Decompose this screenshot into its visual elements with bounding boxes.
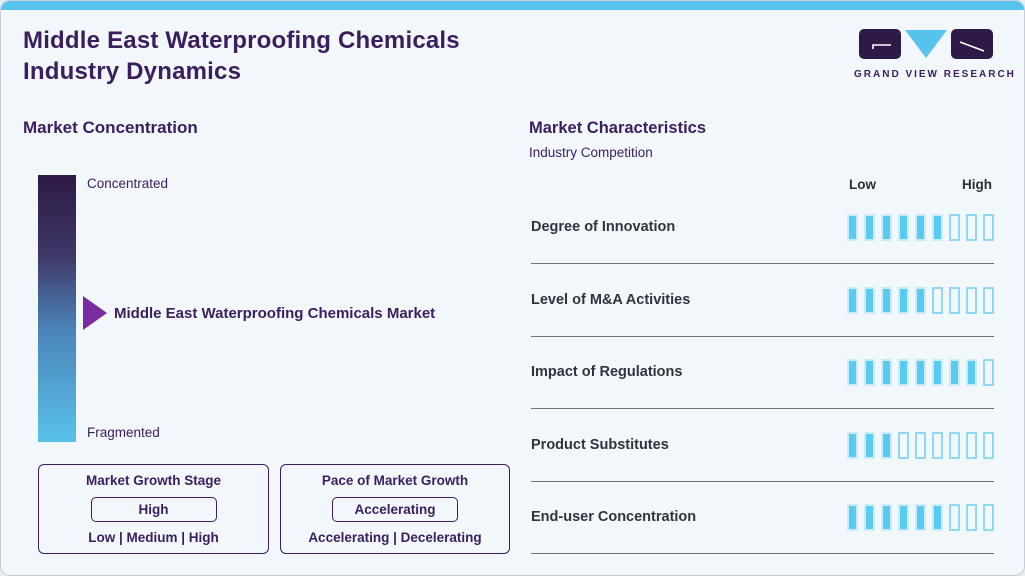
rating-bar-empty <box>949 432 960 459</box>
rating-bar-filled <box>847 359 858 386</box>
rating-bars <box>847 359 994 386</box>
rating-bar-empty <box>966 214 977 241</box>
rating-bar-filled <box>881 504 892 531</box>
rating-bar-empty <box>949 504 960 531</box>
top-accent-strip <box>1 1 1024 10</box>
characteristic-row <box>531 481 994 553</box>
rating-bar-filled <box>898 287 909 314</box>
rating-bar-filled <box>932 214 943 241</box>
row-divider <box>531 553 994 554</box>
characteristic-label: Level of M&A Activities <box>531 292 691 308</box>
fragmented-label: Fragmented <box>87 425 160 440</box>
scale-low-label: Low <box>849 177 876 192</box>
rating-bar-filled <box>881 432 892 459</box>
rating-bar-empty <box>983 287 994 314</box>
gvr-logo-text: GRAND VIEW RESEARCH <box>854 69 1016 80</box>
pace-title: Pace of Market Growth <box>321 473 469 488</box>
rating-bar-filled <box>932 359 943 386</box>
rating-bar-filled <box>898 359 909 386</box>
rating-bar-filled <box>847 287 858 314</box>
pace-options: Accelerating | Decelerating <box>308 530 482 545</box>
rating-bar-empty <box>949 287 960 314</box>
rating-bar-filled <box>898 504 909 531</box>
rating-bar-empty <box>966 432 977 459</box>
market-concentration-heading: Market Concentration <box>23 118 198 137</box>
rating-bars <box>847 504 994 531</box>
pace-of-growth-box <box>280 464 510 554</box>
scale-high-label: High <box>962 177 992 192</box>
page-title <box>23 25 460 87</box>
pace-value: Accelerating <box>332 497 458 522</box>
characteristic-label: End-user Concentration <box>531 509 697 525</box>
rating-bar-empty <box>898 432 909 459</box>
rating-bar-filled <box>915 504 926 531</box>
rating-bar-filled <box>864 359 875 386</box>
rating-bars <box>847 287 994 314</box>
market-characteristics-heading: Market Characteristics <box>529 119 707 137</box>
market-pointer-icon <box>83 296 107 330</box>
rating-bars <box>847 432 994 459</box>
rating-bar-filled <box>847 504 858 531</box>
rating-bar-filled <box>932 504 943 531</box>
rating-bar-filled <box>881 287 892 314</box>
market-pointer-label: Middle East Waterproofing Chemicals Market <box>114 305 436 322</box>
rating-bar-filled <box>881 214 892 241</box>
rating-bar-empty <box>966 287 977 314</box>
rating-bar-filled <box>864 287 875 314</box>
page-title-line1: Middle East Waterproofing Chemicals <box>23 27 460 54</box>
growth-stage-value: High <box>91 497 217 522</box>
rating-bar-empty <box>932 432 943 459</box>
rating-bar-empty <box>983 214 994 241</box>
page-title-line2: Industry Dynamics <box>23 58 242 85</box>
rating-bar-empty <box>949 214 960 241</box>
rating-bar-filled <box>881 359 892 386</box>
rating-bar-empty <box>966 504 977 531</box>
rating-bar-empty <box>983 359 994 386</box>
concentration-gradient-bar <box>38 175 76 442</box>
growth-stage-title: Market Growth Stage <box>85 473 222 488</box>
characteristic-row <box>531 336 994 408</box>
rating-bar-filled <box>966 359 977 386</box>
grand-view-research-logo <box>854 29 1016 80</box>
rating-bar-empty <box>983 504 994 531</box>
rating-bar-filled <box>898 214 909 241</box>
rating-bar-empty <box>932 287 943 314</box>
characteristic-row <box>531 409 994 481</box>
rating-bar-filled <box>864 432 875 459</box>
rating-bar-filled <box>864 214 875 241</box>
rating-bar-filled <box>949 359 960 386</box>
growth-stage-options: Low | Medium | High <box>88 530 219 545</box>
industry-competition-subheading: Industry Competition <box>529 145 653 160</box>
rating-bar-filled <box>915 214 926 241</box>
rating-bars <box>847 214 994 241</box>
rating-bar-filled <box>847 214 858 241</box>
gvr-logo-icon <box>859 29 993 59</box>
rating-bar-filled <box>915 287 926 314</box>
rating-bar-empty <box>915 432 926 459</box>
rating-bar-filled <box>847 432 858 459</box>
characteristic-label: Product Substitutes <box>531 437 669 453</box>
characteristic-row <box>531 191 994 263</box>
concentrated-label: Concentrated <box>87 176 169 191</box>
characteristic-row <box>531 264 994 336</box>
characteristic-label: Impact of Regulations <box>531 364 683 380</box>
rating-bar-filled <box>864 504 875 531</box>
rating-bar-filled <box>915 359 926 386</box>
market-growth-stage-box <box>38 464 269 554</box>
rating-bar-empty <box>983 432 994 459</box>
characteristic-label: Degree of Innovation <box>531 219 676 235</box>
